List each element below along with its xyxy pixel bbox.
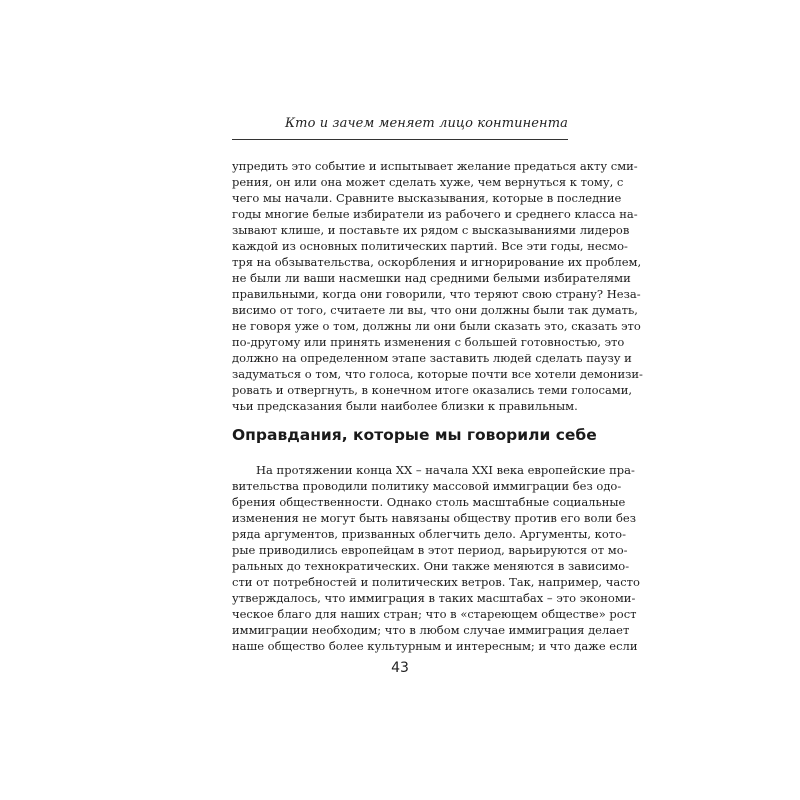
text-line: утверждалось, что иммиграция в таких масштабах – это экономи- [232, 591, 636, 605]
text-line: наше общество более культурным и интересным; и что даже если [232, 639, 638, 653]
text-line: каждой из основных политических партий. Все эти годы, несмо- [232, 239, 628, 253]
text-line: ческое благо для наших стран; что в «стареющем обществе» рост [232, 607, 637, 621]
text-line: годы многие белые избиратели из рабочего и среднего класса на- [232, 207, 638, 221]
text-line: рения, он или она может сделать хуже, чем вернуться к тому, с [232, 175, 624, 189]
text-line: ральных до технократических. Они также меняются в зависимо- [232, 559, 630, 573]
text-line: чего мы начали. Сравните высказывания, которые в последние [232, 191, 622, 205]
text-line: ряда аргументов, призванных облегчить дело. Аргументы, кото- [232, 527, 626, 541]
text-line: изменения не могут быть навязаны обществу против его воли без [232, 511, 636, 525]
text-line: ровать и отвергнуть, в конечном итоге оказались теми голосами, [232, 383, 633, 397]
text-line: правильными, когда они говорили, что теряют свою страну? Неза- [232, 287, 641, 301]
text-line: чьи предсказания были наиболее близки к правильным. [232, 399, 578, 413]
text-line: по-другому или принять изменения с большей готовностью, это [232, 335, 625, 349]
text-line: иммиграции необходим; что в любом случае иммиграция делает [232, 623, 630, 637]
text-line: висимо от того, считаете ли вы, что они должны были так думать, [232, 303, 638, 317]
header-rule [232, 139, 568, 140]
text-line: тря на обзывательства, оскорбления и игнорирование их проблем, [232, 255, 642, 269]
text-line: упредить это событие и испытывает желание предаться акту сми- [232, 159, 638, 173]
text-line: не были ли ваши насмешки над средними белыми избирателями [232, 271, 631, 285]
text-line: не говоря уже о том, должны ли они были сказать это, сказать это [232, 319, 641, 333]
section-heading: Оправдания, которые мы говорили себе [232, 426, 597, 444]
running-head: Кто и зачем меняет лицо континента [284, 116, 568, 131]
text-line: рые приводились европейцам в этот период, варьируются от мо- [232, 543, 628, 557]
text-line: должно на определенном этапе заставить людей сделать паузу и [232, 351, 632, 365]
text-line: брения общественности. Однако столь масштабные социальные [232, 495, 626, 509]
text-line: вительства проводили политику массовой иммиграции без одо- [232, 479, 622, 493]
text-line: сти от потребностей и политических ветров. Так, например, часто [232, 575, 640, 589]
text-line: задуматься о том, что голоса, которые почти все хотели демонизи- [232, 367, 643, 381]
text-line: зывают клише, и поставьте их рядом с высказываниями лидеров [232, 223, 630, 237]
text-line: На протяжении конца XX – начала XXI века европейские пра- [256, 463, 635, 477]
page-number: 43 [391, 660, 409, 676]
